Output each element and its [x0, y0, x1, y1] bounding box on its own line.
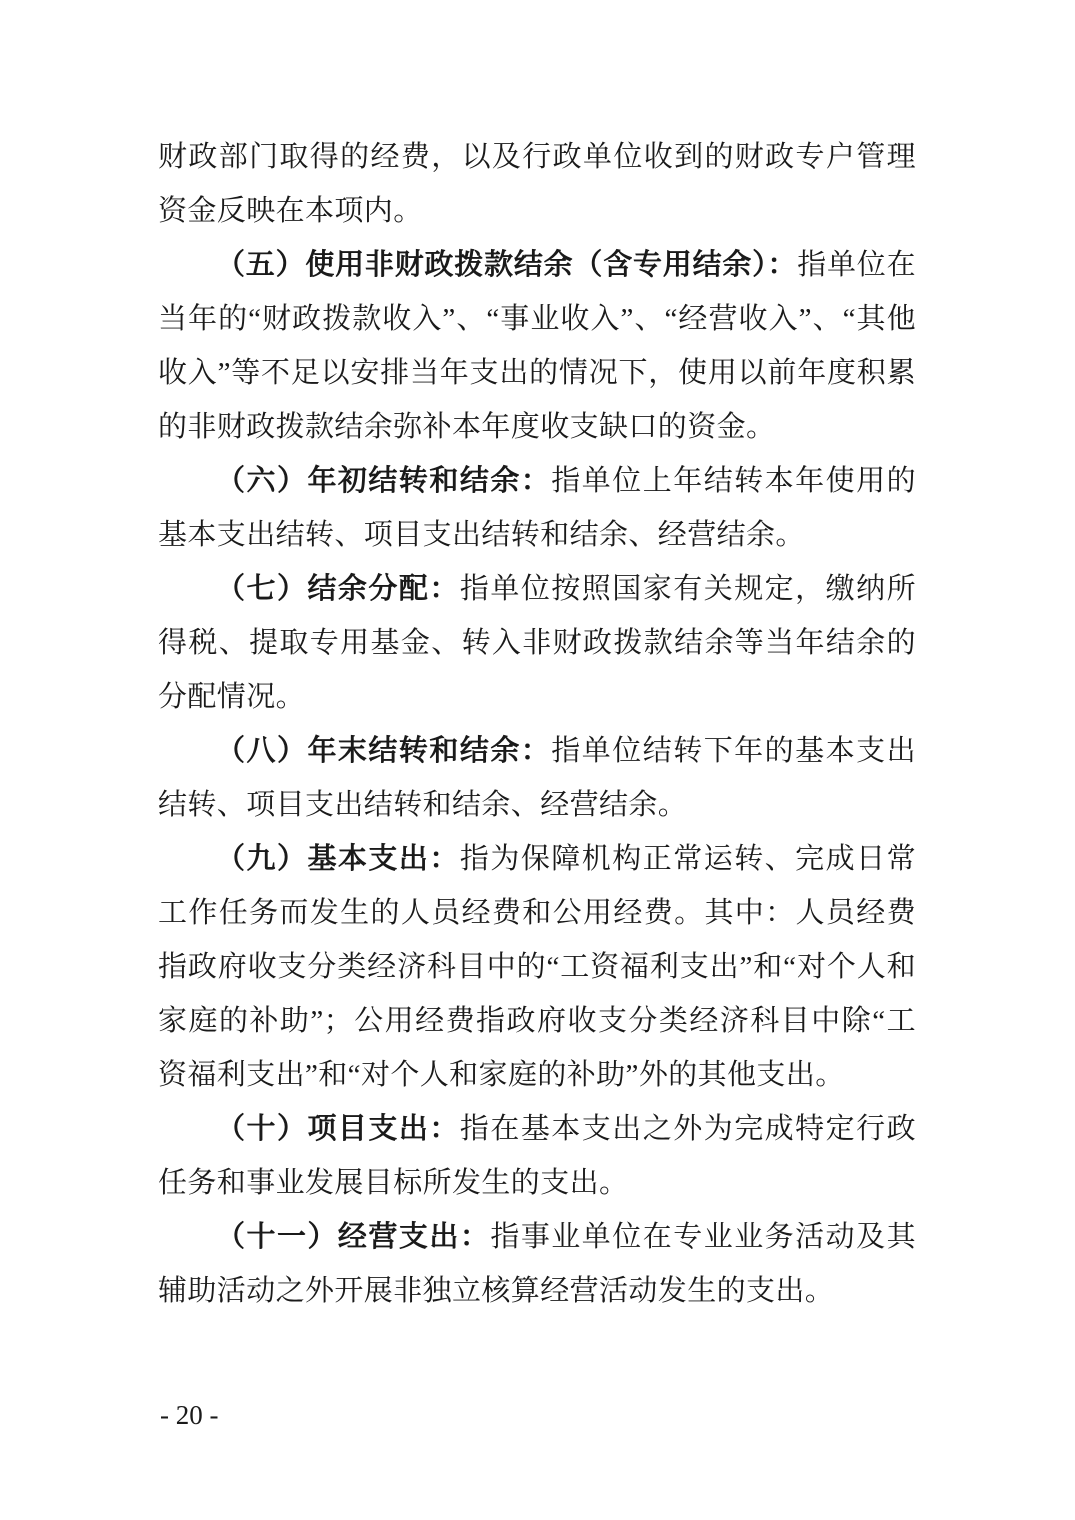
paragraph-text: 指为保障机构正常运转、完成日常工作任务而发生的人员经费和公用经费。其中：人员经费指政府收支分类经济科目中的“工资福利支出”和“对个人和家庭的补助”；公用经费指政府收支分类经济科目中除“工资福利支出”和“对个人和家庭的补助”外的其他支出。	[158, 843, 916, 1091]
paragraph-lead: （七）结余分配：	[216, 573, 460, 605]
paragraph-item-11	[158, 1210, 916, 1318]
paragraph-lead: （十）项目支出：	[216, 1113, 460, 1145]
paragraph-text: 指单位结转下年的基本支出结转、项目支出结转和结余、经营结余。	[158, 735, 916, 821]
paragraph-lead: （六）年初结转和结余：	[216, 465, 552, 497]
paragraph-text: 指单位按照国家有关规定，缴纳所得税、提取专用基金、转入非财政拨款结余等当年结余的分配情况。	[158, 573, 916, 713]
paragraph-item-8	[158, 724, 916, 832]
paragraph-item-6	[158, 454, 916, 562]
paragraph-text: 指事业单位在专业业务活动及其辅助活动之外开展非独立核算经营活动发生的支出。	[158, 1221, 916, 1307]
paragraph-lead: （十一）经营支出：	[216, 1221, 491, 1253]
paragraph-item-7	[158, 562, 916, 724]
paragraph-lead: （五）使用非财政拨款结余（含专用结余）：	[216, 249, 798, 281]
paragraph-item-5	[158, 238, 916, 454]
paragraph	[158, 130, 916, 238]
paragraph-text: 指在基本支出之外为完成特定行政任务和事业发展目标所发生的支出。	[158, 1113, 916, 1199]
document-body	[158, 130, 916, 1318]
paragraph-lead: （八）年末结转和结余：	[216, 735, 552, 767]
paragraph-lead: （九）基本支出：	[216, 843, 460, 875]
paragraph-text: 指单位上年结转本年使用的基本支出结转、项目支出结转和结余、经营结余。	[158, 465, 916, 551]
page-number: - 20 -	[160, 1400, 219, 1430]
paragraph-item-10	[158, 1102, 916, 1210]
paragraph-item-9	[158, 832, 916, 1102]
paragraph-text: 财政部门取得的经费，以及行政单位收到的财政专户管理资金反映在本项内。	[158, 141, 916, 227]
paragraph-text: 指单位在当年的“财政拨款收入”、“事业收入”、“经营收入”、“其他收入”等不足以安排当年支出的情况下，使用以前年度积累的非财政拨款结余弥补本年度收支缺口的资金。	[158, 249, 916, 443]
